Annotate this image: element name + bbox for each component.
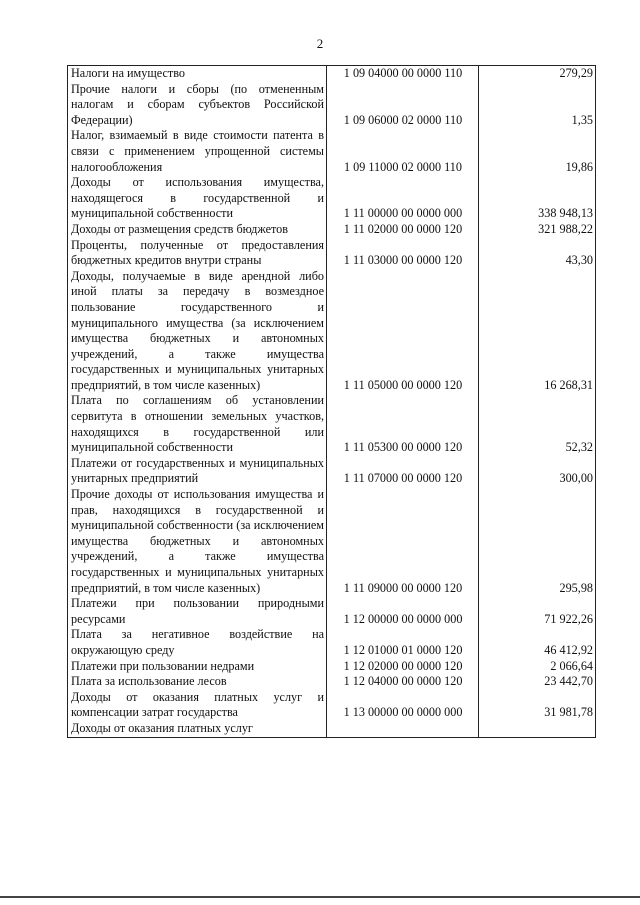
- amount-cell: 321 988,22: [479, 222, 596, 238]
- income-name-cell: Доходы от оказания платных услуг и компенсации затрат государства: [68, 690, 327, 721]
- table-row: [68, 269, 596, 394]
- income-name-cell: Доходы от использования имущества, находящегося в государственной и муниципальной собственности: [68, 175, 327, 222]
- budget-code-cell: 1 09 06000 02 0000 110: [327, 82, 479, 129]
- table-row: [68, 456, 596, 487]
- amount-cell: 2 066,64: [479, 659, 596, 675]
- budget-code-cell: [327, 721, 479, 737]
- budget-code-cell: 1 09 04000 00 0000 110: [327, 66, 479, 82]
- table-row: [68, 659, 596, 675]
- income-name-cell: Плата за использование лесов: [68, 674, 327, 690]
- budget-code-cell: 1 13 00000 00 0000 000: [327, 690, 479, 721]
- income-name-cell: Налоги на имущество: [68, 66, 327, 82]
- table-row: [68, 393, 596, 455]
- amount-cell: 19,86: [479, 128, 596, 175]
- budget-code-cell: 1 12 01000 01 0000 120: [327, 627, 479, 658]
- income-name-cell: Плата по соглашениям об установлении сервитута в отношении земельных участков, находящихся в государственной или муниципальной собственности: [68, 393, 327, 455]
- amount-cell: 46 412,92: [479, 627, 596, 658]
- income-name-cell: Платежи от государственных и муниципальных унитарных предприятий: [68, 456, 327, 487]
- table-row: [68, 175, 596, 222]
- income-name-cell: Доходы, получаемые в виде арендной либо иной платы за передачу в возмездное пользование государственного и муниципального имущества (за исключением имущества бюджетных и автономных учреждений, а также имущества государственных и муниципальных унитарных предприятий, в том числе казенных): [68, 269, 327, 394]
- table-row: [68, 627, 596, 658]
- budget-code-cell: 1 12 00000 00 0000 000: [327, 596, 479, 627]
- amount-cell: 338 948,13: [479, 175, 596, 222]
- table-row: [68, 596, 596, 627]
- amount-cell: 23 442,70: [479, 674, 596, 690]
- budget-code-cell: 1 11 03000 00 0000 120: [327, 238, 479, 269]
- budget-code-cell: 1 12 04000 00 0000 120: [327, 674, 479, 690]
- table-row: [68, 66, 596, 82]
- amount-cell: 279,29: [479, 66, 596, 82]
- income-name-cell: Проценты, полученные от предоставления бюджетных кредитов внутри страны: [68, 238, 327, 269]
- page-number: 2: [316, 36, 324, 51]
- table-row: [68, 674, 596, 690]
- amount-cell: 1,35: [479, 82, 596, 129]
- income-name-cell: Прочие доходы от использования имущества и прав, находящихся в государственной и муниципальной собственности (за исключением имущества бюджетных и автономных учреждений, а также имущества государственных и муниципальных унитарных предприятий, в том числе казенных): [68, 487, 327, 596]
- table-row: [68, 721, 596, 737]
- income-name-cell: Доходы от размещения средств бюджетов: [68, 222, 327, 238]
- table-row: [68, 487, 596, 596]
- income-name-cell: Прочие налоги и сборы (по отмененным налогам и сборам субъектов Российской Федерации): [68, 82, 327, 129]
- budget-code-cell: 1 09 11000 02 0000 110: [327, 128, 479, 175]
- income-name-cell: Платежи при пользовании недрами: [68, 659, 327, 675]
- budget-code-cell: 1 11 07000 00 0000 120: [327, 456, 479, 487]
- budget-income-table: [67, 65, 596, 738]
- table-row: [68, 128, 596, 175]
- income-name-cell: Плата за негативное воздействие на окружающую среду: [68, 627, 327, 658]
- table-row: [68, 222, 596, 238]
- amount-cell: [479, 721, 596, 737]
- table-row: [68, 690, 596, 721]
- amount-cell: 52,32: [479, 393, 596, 455]
- table-row: [68, 82, 596, 129]
- amount-cell: 300,00: [479, 456, 596, 487]
- budget-code-cell: 1 11 02000 00 0000 120: [327, 222, 479, 238]
- budget-code-cell: 1 11 05300 00 0000 120: [327, 393, 479, 455]
- scan-bottom-edge: [0, 896, 640, 898]
- income-name-cell: Платежи при пользовании природными ресурсами: [68, 596, 327, 627]
- budget-code-cell: 1 11 05000 00 0000 120: [327, 269, 479, 394]
- amount-cell: 31 981,78: [479, 690, 596, 721]
- amount-cell: 295,98: [479, 487, 596, 596]
- amount-cell: 43,30: [479, 238, 596, 269]
- table-row: [68, 238, 596, 269]
- budget-code-cell: 1 11 09000 00 0000 120: [327, 487, 479, 596]
- amount-cell: 16 268,31: [479, 269, 596, 394]
- income-name-cell: Налог, взимаемый в виде стоимости патента в связи с применением упрощенной системы налогообложения: [68, 128, 327, 175]
- amount-cell: 71 922,26: [479, 596, 596, 627]
- budget-code-cell: 1 12 02000 00 0000 120: [327, 659, 479, 675]
- income-name-cell: Доходы от оказания платных услуг: [68, 721, 327, 737]
- budget-code-cell: 1 11 00000 00 0000 000: [327, 175, 479, 222]
